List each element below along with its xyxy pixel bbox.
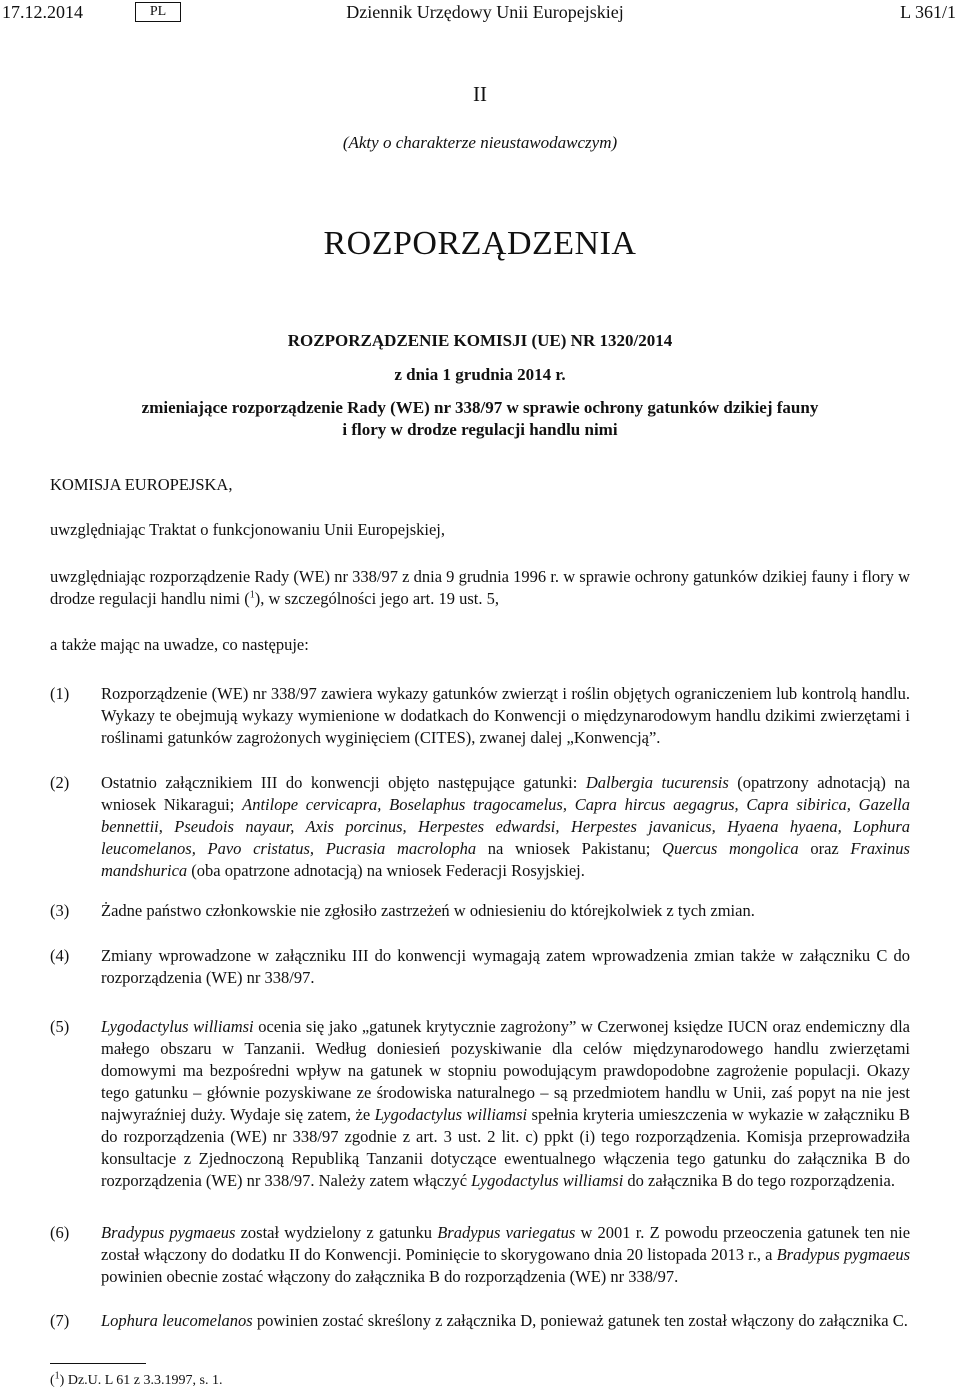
recital-number: (6) [50, 1223, 70, 1242]
regulation-subject [0, 397, 960, 441]
recital-number: (1) [50, 684, 70, 703]
species-name: Bradypus pygmaeus [101, 1223, 236, 1242]
preamble-traktat: uwzględniając Traktat o funkcjonowaniu Unii Europejskiej, [50, 520, 446, 539]
text-run: Ostatnio załącznikiem III do konwencji objęto następujące gatunki: [101, 773, 586, 792]
species-name: Fraxinus mandshurica [101, 839, 910, 880]
recital-text: Zmiany wprowadzone w załączniku III do konwencji wymagają zatem wprowadzenia zmian także w załączniku C do rozporządzenia (WE) nr 338/97. [101, 946, 910, 987]
text-run: w 2001 r. Z powodu przeoczenia gatunek ten nie został włączony do dodatku II do Konwencji. Pominięcie to skorygowano dnia 20 listopada 2013 r., a [101, 1223, 911, 1264]
recital-number: (7) [50, 1311, 70, 1330]
recital-number: (5) [50, 1017, 70, 1036]
species-name: Lygodactylus williamsi [101, 1017, 254, 1036]
footnote-text: Dz.U. L 61 z 3.3.1997, s. 1. [64, 1373, 223, 1388]
recital-text: Żadne państwo członkowskie nie zgłosiło zastrzeżeń w odniesieniu do którejkolwiek z tych zmian. [101, 901, 755, 920]
footnote-reference: 1 [249, 589, 255, 601]
text-run: na wniosek Pakistanu; [476, 839, 663, 858]
preamble-rozp-text-end: ), w szczególności jego art. 19 ust. 5, [254, 589, 499, 608]
text-run: do załącznika B do tego rozporządzenia. [623, 1171, 895, 1190]
recital-number: (2) [50, 773, 70, 792]
species-name: Quercus mongolica [662, 839, 799, 858]
recital-text: Rozporządzenie (WE) nr 338/97 zawiera wykazy gatunków zwierząt i roślin objętych ograniczeniem lub kontrolą handlu. Wykazy te obejmują wykazy wymienione w dodatkach do Konwencji o międzynarodowym handlu dzikimi zwierzętami i roślinami gatunków zagrożonych wyginięciem (CITES), zwanej dalej „Konwencją”. [101, 684, 910, 747]
page-header [0, 0, 960, 26]
journal-name: Dziennik Urzędowy Unii Europejskiej [346, 2, 624, 22]
species-name: Lophura leucomelanos [101, 1311, 253, 1330]
regulation-title: ROZPORZĄDZENIE KOMISJI (UE) NR 1320/2014 [287, 331, 673, 350]
recital-text [101, 1222, 910, 1288]
preamble-whereas: a także mając na uwadze, co następuje: [50, 635, 309, 654]
recital-text [101, 1310, 910, 1332]
main-title: ROZPORZĄDZENIA [323, 225, 637, 262]
text-run: ocenia się jako „gatunek krytycznie zagrożony” w Czerwonej księdze IUCN oraz endemiczny dla małego obszaru w Tanzanii. Według doniesień pozyskiwanie dla celów międzynarodowego handlu zwierzętami domowymi ma bezpośredni wpływ na gatunek w stopniu powodującym prawdopodobne zagrożenie populacji. Okazy tego gatunku – głównie pozyskiwane ze środowiska naturalnego – są przedmiotem handlu w Unii, zaś popyt na nie jest najwyraźniej duży. Wydaje się zatem, że [101, 1017, 910, 1124]
text-run: powinien zostać skreślony z załącznika D, ponieważ gatunek ten został włączony do załącznika C. [252, 1311, 908, 1330]
preamble-regulation-reference [50, 566, 910, 610]
footnote-separator [50, 1363, 146, 1364]
section-number: II [473, 82, 487, 106]
species-name: Dalbergia tucurensis [585, 773, 729, 792]
recital-text [101, 1016, 910, 1192]
section-subtitle: (Akty o charakterze nieustawodawczym) [342, 133, 618, 152]
footnote: ($^1$) Dz.U. L 61 z 3.3.1997, s. 1. [50, 1370, 223, 1388]
species-name: Antilope cervicapra, Boselaphus tragocamelus, Capra hircus aegagrus, Capra sibirica, Gazella bennettii, Pseudois nayaur, Axis porcinus, Herpestes edwardsi, Herpestes javanicus, Hyaena hyaena, Lophura leucomelanos, Pavo cristatus, Pucrasia macrolopha [101, 795, 910, 858]
text-run: oraz [798, 839, 851, 858]
regulation-subject-line2: i flory w drodze regulacji handlu nimi [342, 420, 618, 439]
text-run: spełnia kryteria umieszczenia w wykazie w załączniku B do rozporządzenia (WE) nr 338/97 zgodnie z art. 3 ust. 2 lit. c) ppkt (i) tego rozporządzenia. Komisja przeprowadziła konsultacje z Zjednoczoną Republiką Tanzanii dotyczące ewentualnego włączenia tego gatunku do załącznika B do rozporządzenia (WE) nr 338/97. Należy zatem włączyć [101, 1105, 911, 1190]
page-reference: L 361/1 [900, 2, 956, 22]
text-run: (oba opatrzone adnotacją) na wniosek Federacji Rosyjskiej. [187, 861, 585, 880]
species-name: Lygodactylus williamsi [374, 1105, 528, 1124]
recital-text [101, 772, 910, 882]
text-run: został wydzielony z gatunku [235, 1223, 438, 1242]
preamble-rozp-text: uwzględniając rozporządzenie Rady (WE) nr 338/97 z dnia 9 grudnia 1996 r. w sprawie ochrony gatunków dzikiej fauny i flory w drodze regulacji handlu nimi ( [50, 567, 910, 608]
recital-number: (3) [50, 901, 70, 920]
text-run: powinien obecnie zostać włączony do załącznika B do rozporządzenia (WE) nr 338/97. [101, 1267, 679, 1286]
regulation-date: z dnia 1 grudnia 2014 r. [394, 365, 566, 384]
recital-number: (4) [50, 946, 70, 965]
species-name: Bradypus variegatus [437, 1223, 576, 1242]
species-name: Lygodactylus williamsi [471, 1171, 624, 1190]
language-box: PL [135, 2, 181, 22]
footnote-marker: 1 [54, 1370, 60, 1382]
species-name: Bradypus pygmaeus [776, 1245, 910, 1264]
preamble-komisja: KOMISJA EUROPEJSKA, [50, 475, 233, 494]
regulation-subject-line1: zmieniające rozporządzenie Rady (WE) nr 338/97 w sprawie ochrony gatunków dzikiej fauny [141, 398, 819, 417]
publication-date: 17.12.2014 [2, 2, 83, 22]
text-run: (opatrzony adnotacją) na wniosek Nikaragui; [101, 773, 910, 814]
